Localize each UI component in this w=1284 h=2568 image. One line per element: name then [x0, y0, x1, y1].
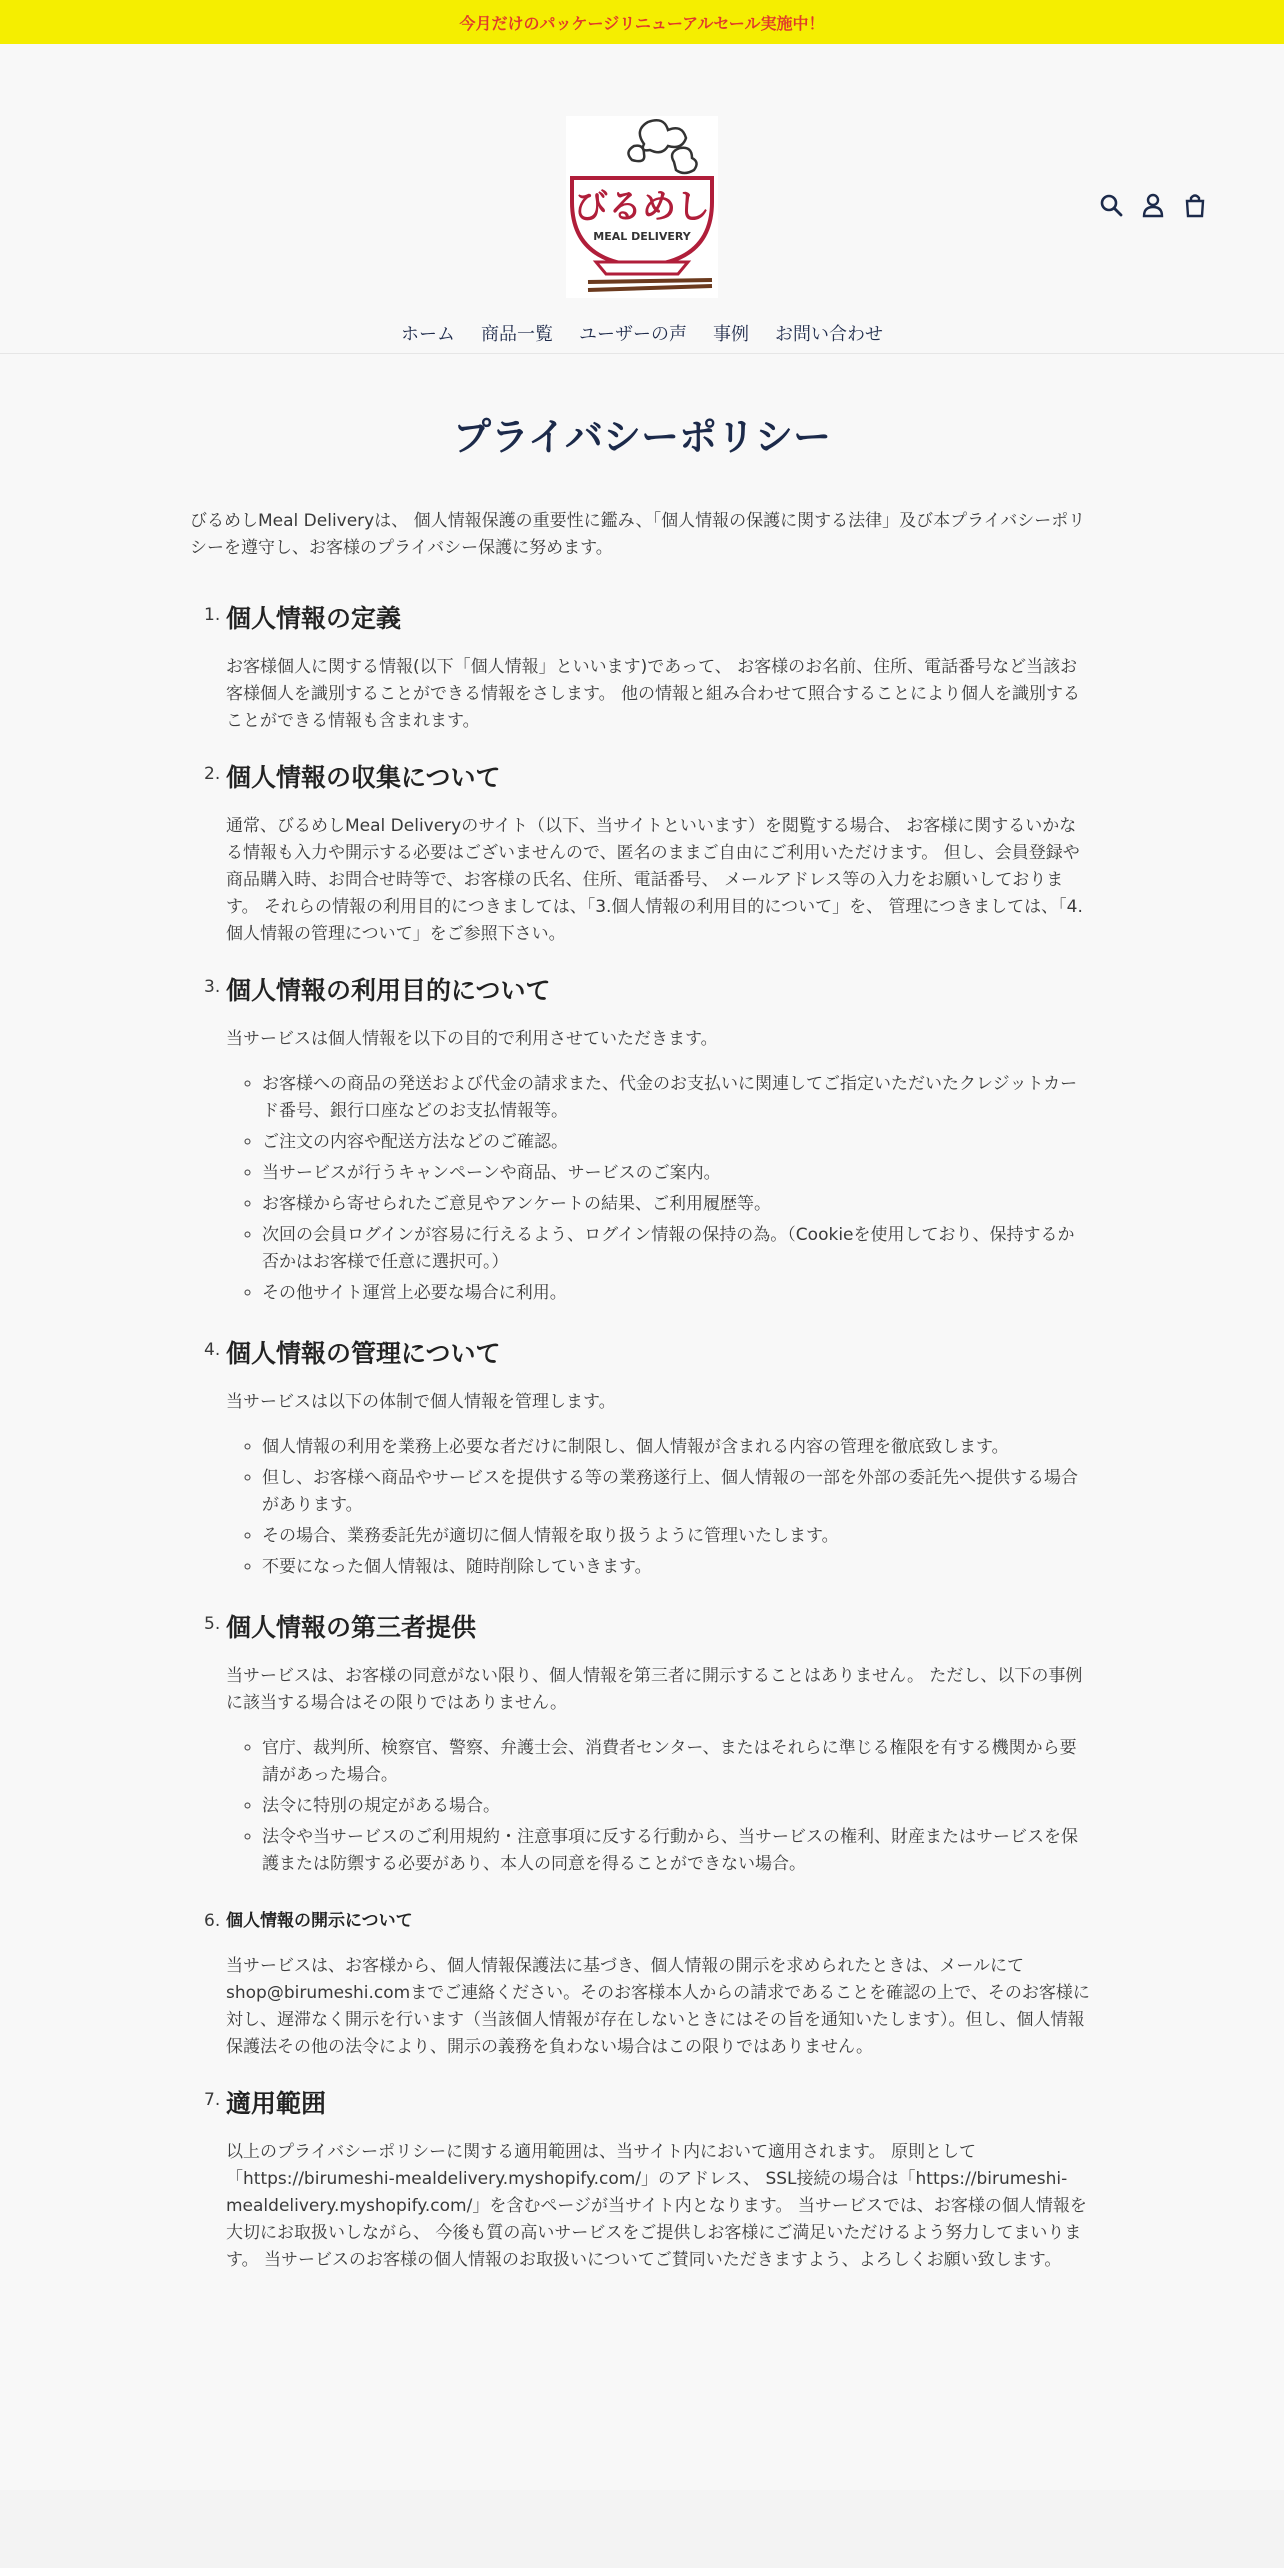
section-heading: 個人情報の定義: [226, 604, 402, 633]
section-2: [190, 761, 1090, 948]
list-item: ◦ 官庁、裁判所、検察官、警察、弁護士会、消費者センター、またはそれらに準じる権限を有する機関から要請があった場合。: [262, 1735, 1090, 1789]
bullet-list: [226, 1735, 1090, 1878]
list-item: ◦ その他サイト運営上必要な場合に利用。: [262, 1280, 1090, 1307]
policy-sections: [190, 602, 1090, 2274]
section-body: 当サービスは以下の体制で個人情報を管理します。: [226, 1392, 616, 1412]
nav-cases[interactable]: 事例: [713, 324, 749, 345]
section-body: 当サービスは、お客様の同意がない限り、個人情報を第三者に開示することはありません。 ただし、以下の事例に該当する場合はその限りではありません。: [226, 1666, 1083, 1713]
section-body: 通常、びるめしMeal Deliveryのサイト（以下、当サイトといいます）を閲覧する場合、 お客様に関するいかなる情報も入力や開示する必要はございませんので、匿名のままご自由にご利用いただけます。 但し、会員登録や商品購入時、お問合せ時等で、お客様の氏名、住所、電話番号、 メールアドレス等の入力をお願いしております。 それらの情報の利用目的につきましては、「3.個人情報の利用目的について」を、 管理につきましては、「4.個人情報の管理について」をご参照下さい。: [226, 816, 1083, 944]
list-item: ◦ 当サービスが行うキャンペーンや商品、サービスのご案内。: [262, 1160, 1090, 1187]
nav-products[interactable]: 商品一覧: [481, 324, 553, 345]
list-item: ◦ お客様から寄せられたご意見やアンケートの結果、ご利用履歴等。: [262, 1191, 1090, 1218]
list-item: ◦ 法令や当サービスのご利用規約・注意事項に反する行動から、当サービスの権利、財産またはサービスを保護または防禦する必要があり、本人の同意を得ることができない場合。: [262, 1824, 1090, 1878]
search-icon[interactable]: [1098, 192, 1124, 218]
section-number: 5.: [204, 1614, 221, 1634]
list-item: ◦ 不要になった個人情報は、随時削除していきます。: [262, 1554, 1090, 1581]
section-6: [190, 1908, 1090, 2061]
section-1: [190, 602, 1090, 735]
announcement-text: 今月だけのパッケージリニューアルセール実施中！: [459, 13, 825, 33]
list-item: ◦ 次回の会員ログインが容易に行えるよう、ログイン情報の保持の為。（Cookieを使用しており、保持するか否かはお客様で任意に選択可。）: [262, 1222, 1090, 1276]
list-item: ◦ その場合、業務委託先が適切に個人情報を取り扱うように管理いたします。: [262, 1523, 1090, 1550]
section-heading: 個人情報の収集について: [226, 763, 501, 792]
page-title: プライバシーポリシー: [452, 415, 832, 459]
site-header: [0, 44, 1284, 354]
section-heading: 個人情報の第三者提供: [226, 1613, 477, 1642]
header-icons: [1098, 192, 1208, 218]
nav-contact[interactable]: お問い合わせ: [775, 324, 883, 345]
section-heading: 適用範囲: [226, 2089, 327, 2118]
section-heading: 個人情報の開示について: [226, 1911, 413, 1931]
footer-area: [0, 2490, 1284, 2568]
section-number: 3.: [204, 977, 221, 997]
logo-subtext: MEAL DELIVERY: [593, 230, 691, 243]
section-number: 6.: [204, 1911, 221, 1931]
list-item: ◦ 但し、お客様へ商品やサービスを提供する等の業務遂行上、個人情報の一部を外部の委託先へ提供する場合があります。: [262, 1465, 1090, 1519]
section-3: [190, 974, 1090, 1307]
cart-icon[interactable]: [1182, 192, 1208, 218]
section-body: 以上のプライバシーポリシーに関する適用範囲は、当サイト内において適用されます。 原則として「https://birumeshi-mealdelivery.myshopify.com/」のアドレス、 SSL接続の場合は「https://birumeshi-mealdelivery.myshopify.com/」を含むページが当サイト内となります。 当サービスでは、お客様の個人情報を大切にお取扱いしながら、 今後も質の高いサービスをご提供しお客様にご満足いただけるよう努力してまいります。 当サービスのお客様の個人情報のお取扱いについてご賛同いただきますよう、よろしくお願い致します。: [226, 2142, 1087, 2270]
section-5: [190, 1611, 1090, 1878]
nav-home[interactable]: ホーム: [401, 324, 455, 345]
section-number: 4.: [204, 1340, 221, 1360]
bullet-list: [226, 1071, 1090, 1307]
section-7: [190, 2087, 1090, 2274]
section-number: 1.: [204, 605, 221, 625]
list-item: ◦ お客様への商品の発送および代金の請求また、代金のお支払いに関連してご指定いただいたクレジットカード番号、銀行口座などのお支払情報等。: [262, 1071, 1090, 1125]
list-item: ◦ ご注文の内容や配送方法などのご確認。: [262, 1129, 1090, 1156]
announcement-bar: [0, 0, 1284, 44]
section-4: [190, 1337, 1090, 1581]
section-heading: 個人情報の管理について: [226, 1339, 501, 1368]
intro-text: びるめしMeal Deliveryは、 個人情報保護の重要性に鑑み、「個人情報の保護に関する法律」及び本プライバシーポリシーを遵守し、お客様のプライバシー保護に努めます。: [190, 511, 1086, 558]
section-number: 7.: [204, 2090, 221, 2110]
site-logo[interactable]: [566, 116, 718, 298]
list-item: ◦ 個人情報の利用を業務上必要な者だけに制限し、個人情報が含まれる内容の管理を徹底致します。: [262, 1434, 1090, 1461]
account-icon[interactable]: [1140, 192, 1166, 218]
bullet-list: [226, 1434, 1090, 1581]
list-item: ◦ 法令に特別の規定がある場合。: [262, 1793, 1090, 1820]
section-heading: 個人情報の利用目的について: [226, 976, 551, 1005]
section-number: 2.: [204, 764, 221, 784]
main-nav: [0, 320, 1284, 346]
policy-content: [190, 480, 1090, 2300]
nav-testimonials[interactable]: ユーザーの声: [579, 324, 687, 345]
logo-text: びるめし: [574, 187, 710, 227]
section-body: 当サービスは個人情報を以下の目的で利用させていただきます。: [226, 1029, 718, 1049]
section-body: 当サービスは、お客様から、個人情報保護法に基づき、個人情報の開示を求められたときは、メールにてshop@birumeshi.comまでご連絡ください。そのお客様本人からの請求であることを確認の上で、そのお客様に対し、遅滞なく開示を行います（当該個人情報が存在しないときにはその旨を通知いたします）。但し、個人情報保護法その他の法令により、開示の義務を負わない場合はこの限りではありません。: [226, 1956, 1090, 2057]
logo-bowl-icon: [566, 116, 718, 298]
section-body: お客様個人に関する情報(以下「個人情報」といいます)であって、 お客様のお名前、住所、電話番号など当該お客様個人を識別することができる情報をさします。 他の情報と組み合わせて照合することにより個人を識別することができる情報も含まれます。: [226, 657, 1081, 731]
